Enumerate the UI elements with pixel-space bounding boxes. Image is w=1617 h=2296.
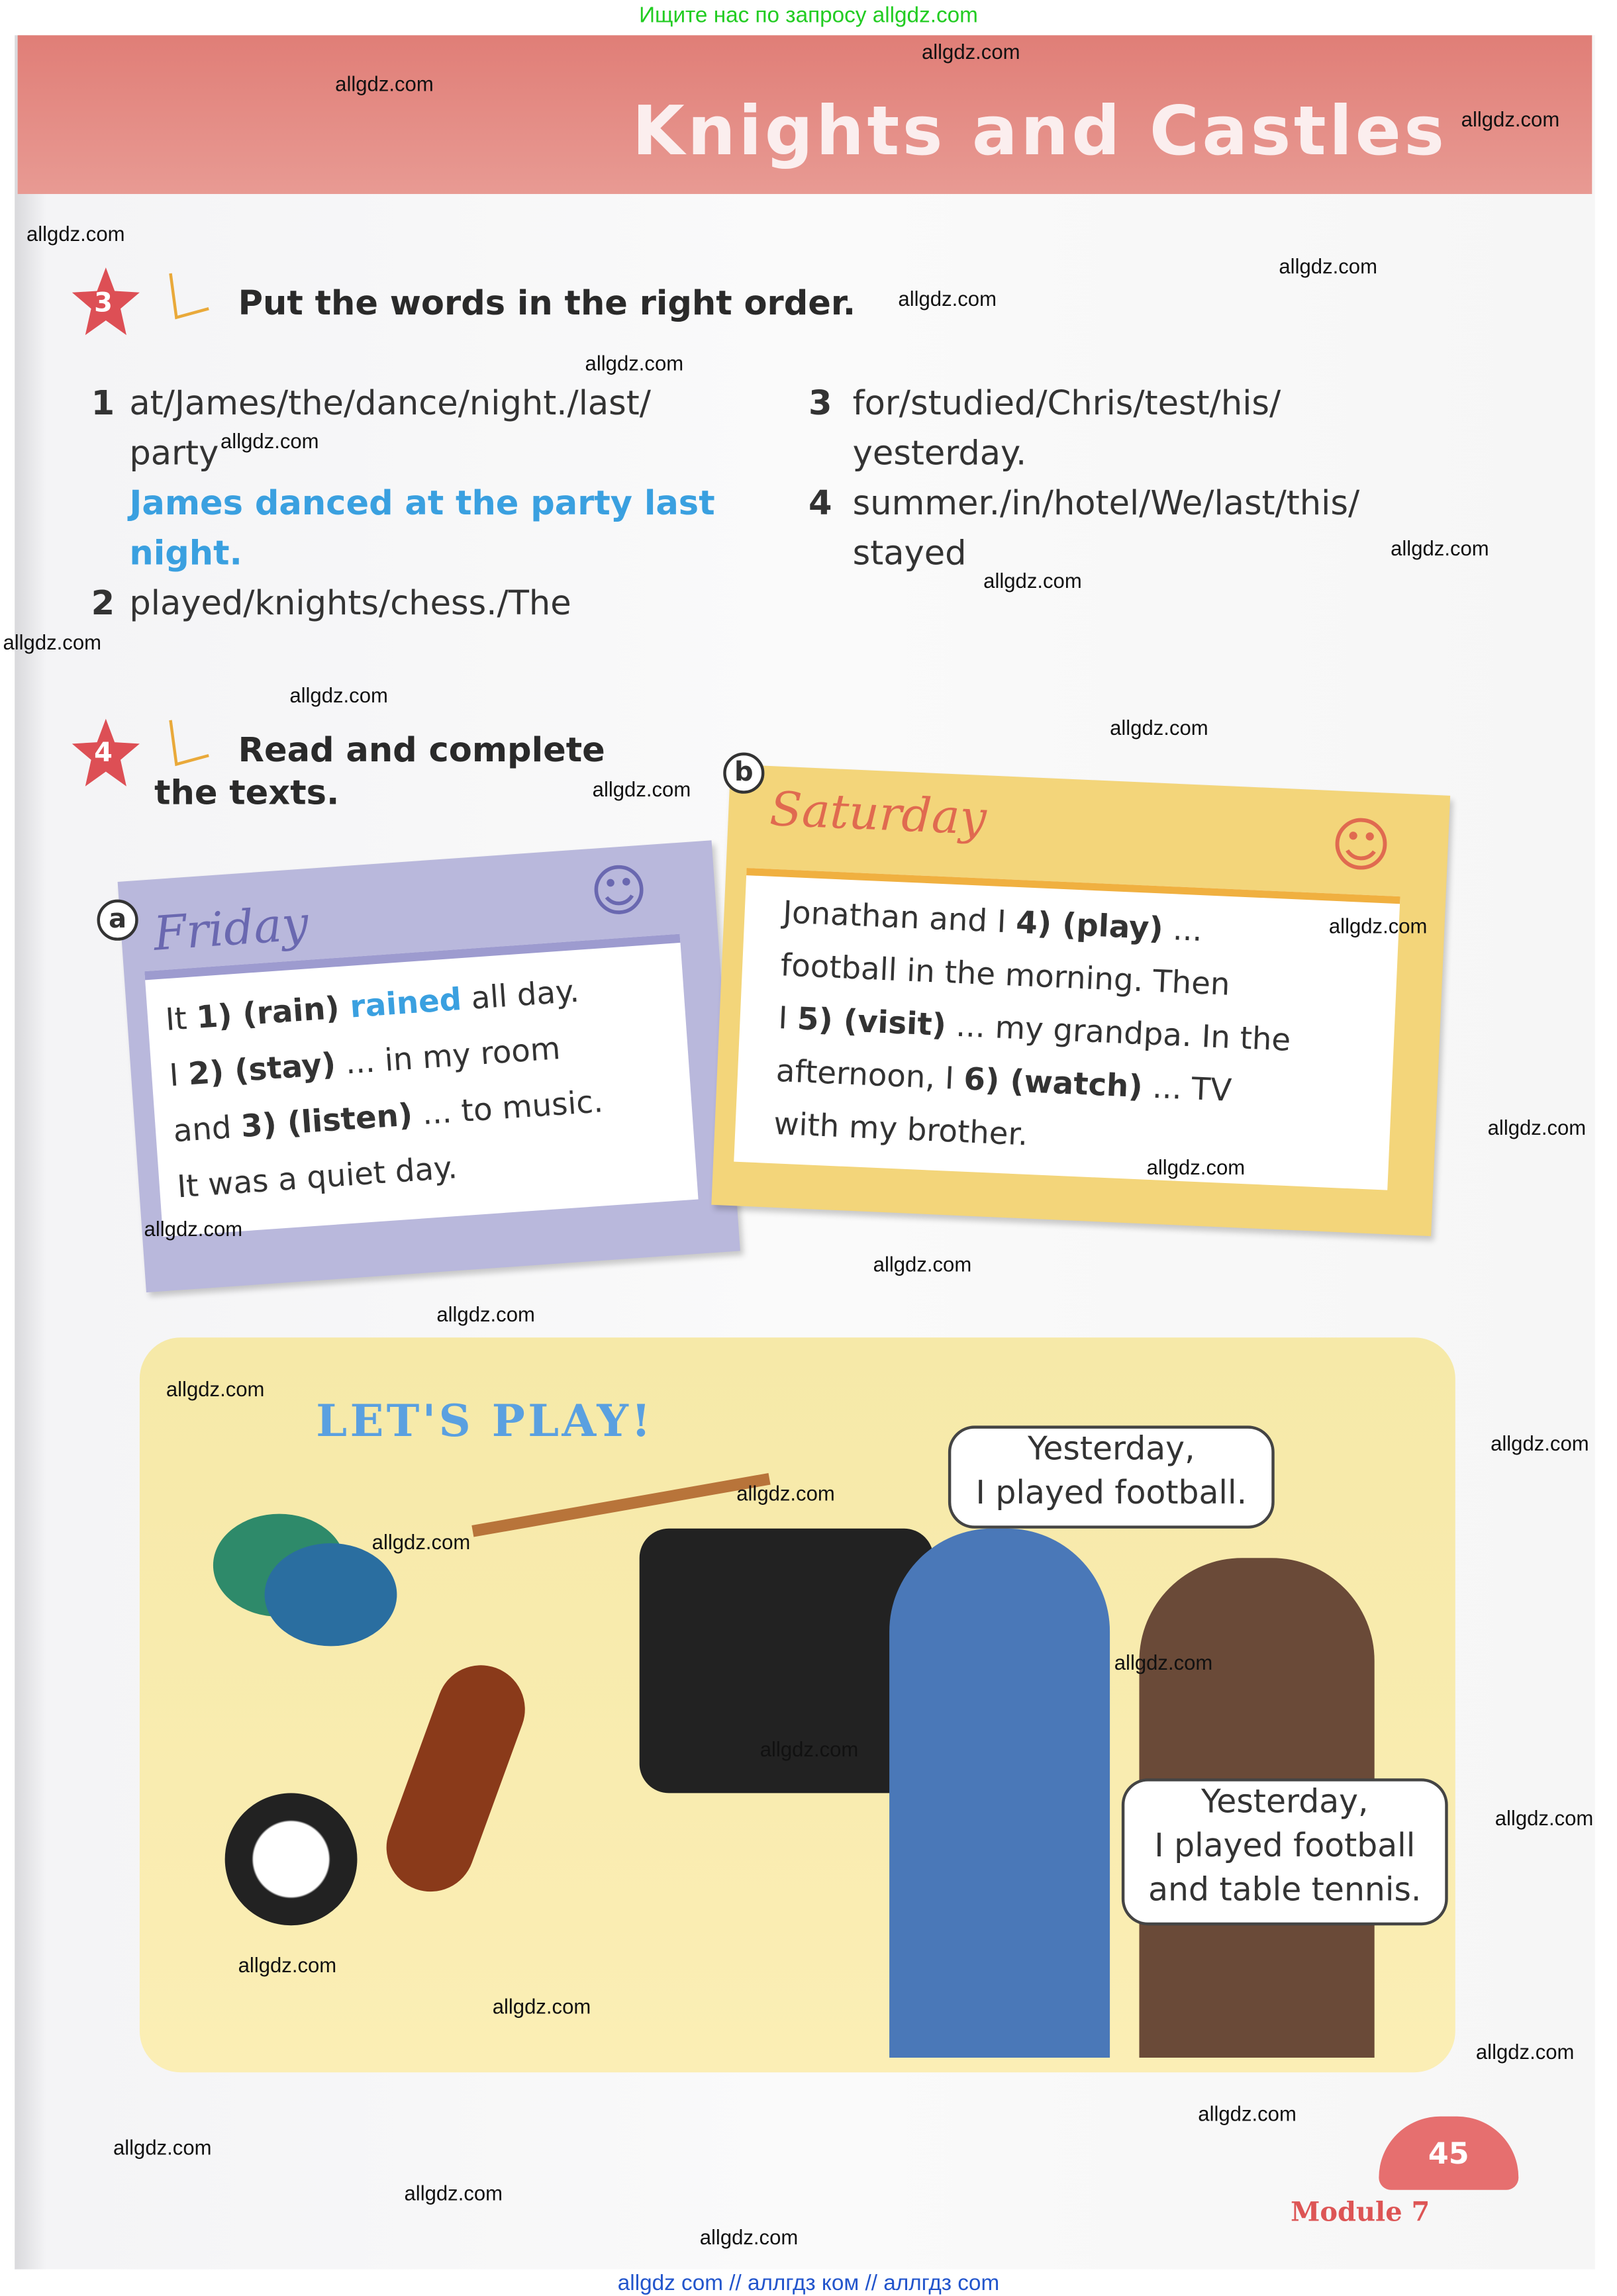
watermark: allgdz.com xyxy=(436,1302,535,1326)
item3-line2: yesterday. xyxy=(852,435,1027,473)
card-day-title: Saturday xyxy=(768,781,988,846)
card-line: Jonathan and I 4) (play) ... xyxy=(782,894,1203,949)
watermark: allgdz.com xyxy=(1475,2040,1575,2064)
watermark: allgdz.com xyxy=(1146,1155,1246,1179)
item2-line1: played/knights/chess./The xyxy=(129,585,571,624)
watermark: allgdz.com xyxy=(335,72,434,96)
exercise-number: 3 xyxy=(94,288,113,319)
bottom-links[interactable]: allgdz com // аллгдз ком // аллгдз com xyxy=(617,2270,1000,2296)
exercise4-instruction-cont: the texts. xyxy=(154,774,340,813)
item-number: 4 xyxy=(808,485,832,524)
watermark: allgdz.com xyxy=(492,1994,591,2019)
watermark: allgdz.com xyxy=(585,351,684,375)
label-a: a xyxy=(97,900,138,941)
card-day-title: Friday xyxy=(152,895,311,962)
unit-title: Knights and Castles xyxy=(632,91,1447,171)
card-line: with my brother. xyxy=(773,1106,1029,1153)
item1-answer-line2: night. xyxy=(129,535,242,573)
watermark: allgdz.com xyxy=(113,2135,212,2160)
watermark: allgdz.com xyxy=(760,1737,859,1761)
watermark: allgdz.com xyxy=(1198,2101,1297,2126)
watermark: allgdz.com xyxy=(220,429,319,453)
card-line: I 5) (visit) ... my grandpa. In the xyxy=(777,1000,1292,1058)
watermark: allgdz.com xyxy=(3,630,102,654)
lets-play-logo: LET'S PLAY! xyxy=(316,1396,654,1448)
card-line: I 2) (stay) ... in my room xyxy=(168,1030,562,1094)
watermark: allgdz.com xyxy=(1114,1650,1213,1674)
module-label: Module 7 xyxy=(1291,2197,1430,2228)
pencil-icon xyxy=(159,714,218,773)
exercise-number: 4 xyxy=(94,738,113,769)
watermark: allgdz.com xyxy=(1328,914,1428,938)
card-line: and 3) (listen) ... to music. xyxy=(172,1083,605,1149)
card-body xyxy=(144,934,698,1237)
item1-line2: party xyxy=(129,435,219,473)
item-number: 1 xyxy=(91,385,115,424)
watermark: allgdz.com xyxy=(1110,716,1208,740)
boy-face-icon: ☺ xyxy=(1328,811,1393,882)
watermark: allgdz.com xyxy=(921,39,1020,64)
label-b: b xyxy=(723,753,764,794)
watermark: allgdz.com xyxy=(736,1481,835,1506)
exercise4-instruction: Read and complete xyxy=(238,732,605,771)
table-tennis-bat-icon xyxy=(265,1543,397,1646)
card-line: afternoon, I 6) (watch) ... TV xyxy=(775,1053,1233,1109)
watermark: allgdz.com xyxy=(1461,107,1560,131)
watermark: allgdz.com xyxy=(166,1377,265,1401)
pencil-icon xyxy=(159,267,218,326)
watermark: allgdz.com xyxy=(26,222,125,246)
exercise3-instruction: Put the words in the right order. xyxy=(238,285,856,324)
watermark: allgdz.com xyxy=(592,777,691,801)
top-banner-link[interactable]: Ищите нас по запросу allgdz.com xyxy=(639,3,978,28)
card-saturday xyxy=(711,764,1450,1236)
speech-bubble: Yesterday, I played football. xyxy=(948,1425,1275,1528)
watermark: allgdz.com xyxy=(144,1217,243,1241)
item1-line1: at/James/the/dance/night./last/ xyxy=(129,385,652,424)
watermark: allgdz.com xyxy=(238,1953,337,1977)
violin-icon xyxy=(374,1653,538,1904)
girl-face-icon: ☺ xyxy=(587,857,651,926)
football-icon xyxy=(225,1793,358,1925)
watermark: allgdz.com xyxy=(1279,254,1377,278)
watermark: allgdz.com xyxy=(898,286,997,311)
card-line: football in the morning. Then xyxy=(779,947,1231,1002)
watermark: allgdz.com xyxy=(1494,1806,1594,1830)
speech-bubble: Yesterday, I played football and table tennis. xyxy=(1122,1778,1448,1925)
watermark: allgdz.com xyxy=(983,569,1082,593)
watermark: allgdz.com xyxy=(1487,1115,1587,1139)
baseball-bat-icon xyxy=(471,1473,770,1537)
item3-line1: for/studied/Chris/test/his/ xyxy=(852,385,1281,424)
card-line: It was a quiet day. xyxy=(175,1149,459,1205)
page-number: 45 xyxy=(1379,2117,1518,2190)
item4-line1: summer./in/hotel/We/last/this/ xyxy=(852,485,1360,524)
watermark: allgdz.com xyxy=(1391,536,1489,560)
watermark: allgdz.com xyxy=(371,1530,471,1554)
card-body xyxy=(734,868,1400,1190)
watermark: allgdz.com xyxy=(873,1252,972,1276)
card-line: It 1) (rain) rained all day. xyxy=(164,973,581,1038)
item-number: 3 xyxy=(808,385,832,424)
boy-photo xyxy=(889,1529,1110,2058)
item1-answer-line1: James danced at the party last xyxy=(129,485,715,524)
item4-line2: stayed xyxy=(852,535,967,573)
item-number: 2 xyxy=(91,585,115,624)
watermark: allgdz.com xyxy=(699,2225,799,2249)
watermark: allgdz.com xyxy=(404,2181,503,2205)
watermark: allgdz.com xyxy=(1491,1431,1589,1455)
watermark: allgdz.com xyxy=(289,683,388,707)
